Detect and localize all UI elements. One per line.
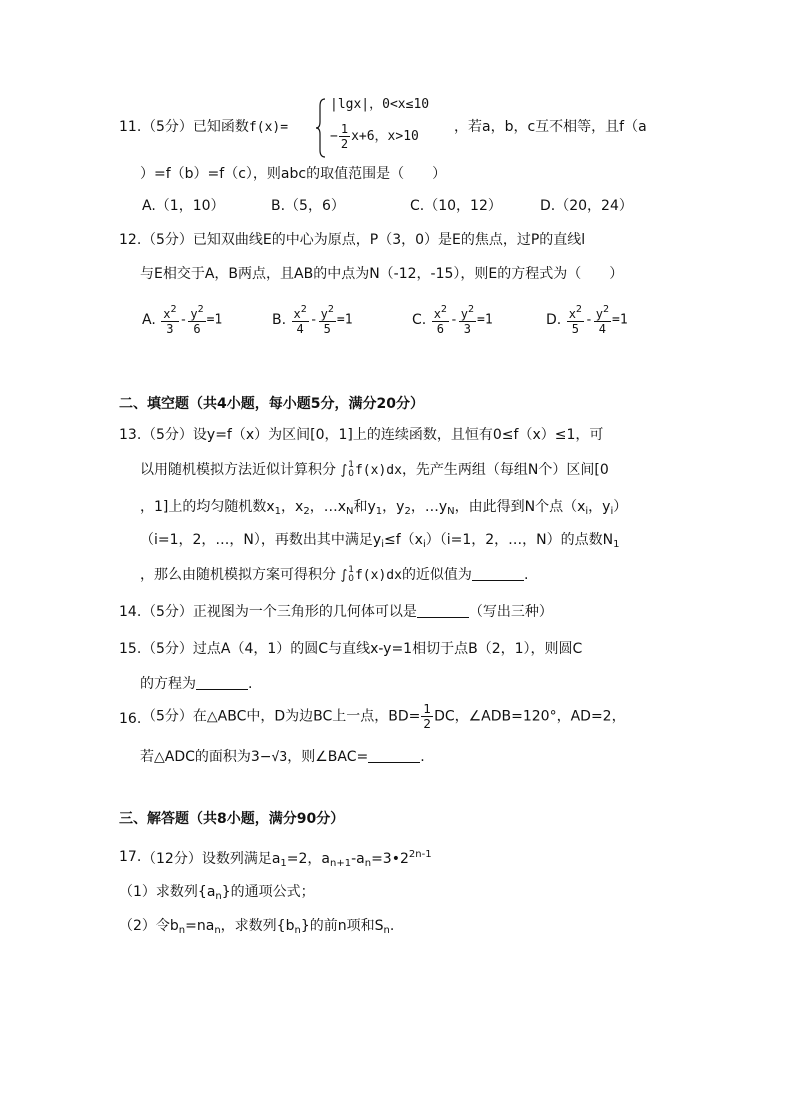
q12-frac-y [594, 305, 611, 335]
q12-frac-y [319, 305, 336, 335]
integral-symbol-icon: ∫ [340, 568, 348, 583]
integral-symbol-icon: ∫ [340, 463, 348, 478]
q11-piece2-rest: x+6，x>10 [351, 129, 419, 144]
q12-line1: （5分）已知双曲线E的中心为原点，P（3，0）是E的焦点，过P的直线l [142, 232, 586, 248]
q13-line5: ，那么由随机模拟方案可得积分 ∫ 1 0 f(x)dx的近似值为 . [140, 565, 529, 584]
q11-option-d[interactable]: D.（20，24） [540, 198, 633, 214]
q12-frac-y [188, 305, 205, 335]
q12-option-label: D. [546, 312, 562, 328]
q13-answer-blank[interactable] [472, 568, 524, 581]
q12-frac-y [459, 305, 476, 335]
q12-frac-y-den: 6 [188, 321, 205, 335]
q12-frac-x-den: 5 [567, 321, 584, 335]
q11-pre: （5分）已知函数 [142, 119, 249, 135]
q12-frac-x-num: $x^2$ [293, 304, 307, 321]
q12-frac-y-den: 3 [459, 321, 476, 335]
q14-text: （5分）正视图为一个三角形的几何体可以是 （写出三种） [142, 604, 553, 620]
q11-piece2 [330, 123, 419, 150]
q16-line2: 若△ADC的面积为3−√3，则∠BAC= . [140, 749, 425, 765]
q11-fx: f(x)= [248, 120, 289, 135]
q13-int-body: f(x)dx [354, 463, 402, 478]
q12-frac-x [161, 305, 178, 335]
q13-l2a: 以用随机模拟方法近似计算积分 [140, 462, 336, 478]
q13-line3: ，1]上的均匀随机数$x_1$，$x_2$，$\dots x_N$和$y_1$，$y_2$，$\dots y_N$，由此得到N个点（$x_i$，$y_i$） [140, 499, 628, 517]
q12-line2: 与E相交于A，B两点，且AB的中点为N（-12，-15），则E的方程式为（ ） [140, 266, 624, 282]
q11-frac-den: 2 [340, 137, 349, 151]
q12-number: 12. [119, 232, 142, 248]
q15-line2: 的方程为 . [140, 676, 253, 692]
q11-line2: ）=f（b）=f（c），则abc的取值范围是（ ） [140, 166, 447, 182]
q16-line1: （5分）在△ABC中，D为边BC上一点，BD= $\frac{1}{2}$ DC，∠ADB=120°，AD=2， [142, 702, 626, 731]
q12-frac-x-num: $x^2$ [163, 304, 177, 321]
q12-frac-x-num: $x^2$ [433, 304, 447, 321]
q13-number: 13. [119, 427, 142, 443]
q11-fraction [339, 123, 350, 150]
q12-frac-y-num: $y^2$ [595, 304, 610, 321]
q15-answer-blank[interactable] [196, 677, 248, 690]
q12-frac-y-den: 4 [594, 321, 611, 335]
q12-frac-x-num: $x^2$ [568, 304, 582, 321]
q14-answer-blank[interactable] [417, 605, 469, 618]
q12-eq: =1 [206, 312, 223, 328]
q11-option-a[interactable]: A.（1，10） [142, 198, 225, 214]
q12-option-c[interactable] [412, 305, 493, 335]
q11-post: ，若a，b，c互不相等，且f（a [454, 119, 647, 135]
q11-piecewise-brace [316, 98, 326, 158]
section-3-heading: 三、解答题（共8小题，满分90分） [119, 811, 345, 827]
q11-stem [142, 120, 288, 134]
q15-line1: （5分）过点A（4，1）的圆C与直线x-y=1相切于点B（2，1），则圆C [142, 641, 583, 657]
q13-int-body: f(x)dx [354, 568, 402, 583]
q12-option-label: A. [142, 312, 156, 328]
q12-option-d[interactable] [546, 305, 628, 335]
q12-option-label: B. [272, 312, 287, 328]
q15-number: 15. [119, 641, 142, 657]
q12-minus: - [309, 312, 318, 328]
q13-line1: （5分）设y=f（x）为区间[0，1]上的连续函数，且恒有0≤f（x）≤1，可 [142, 427, 604, 443]
q12-frac-y-num: $y^2$ [320, 304, 334, 321]
q11-number: 11. [119, 119, 142, 135]
q11-option-c[interactable]: C.（10，12） [410, 198, 502, 214]
q17-number: 17. [119, 849, 142, 865]
q17-line2: （1）求数列$\{a_n\}$的通项公式； [119, 884, 315, 902]
q12-option-a[interactable] [142, 305, 222, 335]
q11-piece2-minus: − [330, 129, 338, 144]
q12-frac-y-den: 5 [319, 321, 336, 335]
q12-eq: =1 [612, 312, 628, 328]
section-2-heading: 二、填空题（共4小题，每小题5分，满分20分） [119, 396, 424, 412]
q11-frac-num: 1 [340, 122, 349, 136]
q12-minus: - [179, 312, 188, 328]
q14-number: 14. [119, 604, 142, 620]
q13-line2 [140, 461, 609, 479]
q12-minus: - [449, 312, 458, 328]
q13-line4: （i=1，2，…，N），再数出其中满足$y_i\le f(x_i)(i=1$，2，…，N）的点数$N_1$ [140, 532, 620, 550]
q12-frac-x [292, 305, 309, 335]
q12-frac-x-den: 4 [292, 321, 309, 335]
q17-line1: （12分）设数列满足$a_1=2$，$a_{n+1}-a_n=3•2^{2n-1}$ [142, 849, 432, 869]
q12-option-label: C. [412, 312, 427, 328]
q11-piece1: |lgx|，0<x≤10 [330, 97, 430, 112]
q17-line3: （2）令$b_n=na_n$，求数列$\{b_n\}$的前n项和$S_n$. [119, 918, 395, 936]
q12-minus: - [584, 312, 593, 328]
q11-option-b[interactable]: B.（5，6） [271, 198, 345, 214]
q16-answer-blank[interactable] [368, 750, 420, 763]
q12-frac-y-num: $y^2$ [190, 304, 204, 321]
q13-int-limits: 1 0 [348, 565, 354, 584]
q12-eq: =1 [477, 312, 493, 328]
q16-number: 16. [119, 711, 142, 727]
q12-frac-x [567, 305, 584, 335]
q16-sqrt: √3 [271, 750, 288, 765]
q12-frac-x [432, 305, 449, 335]
q12-frac-y-num: $y^2$ [460, 304, 475, 321]
q12-option-b[interactable] [272, 305, 353, 335]
q16-fraction: $\frac{1}{2}$ [423, 702, 432, 731]
q12-eq: =1 [336, 312, 353, 328]
q12-frac-x-den: 3 [161, 321, 178, 335]
q13-int-limits: 1 0 [348, 460, 354, 479]
q13-l2b: ，先产生两组（每组N个）区间[0 [401, 462, 609, 478]
q12-frac-x-den: 6 [432, 321, 449, 335]
